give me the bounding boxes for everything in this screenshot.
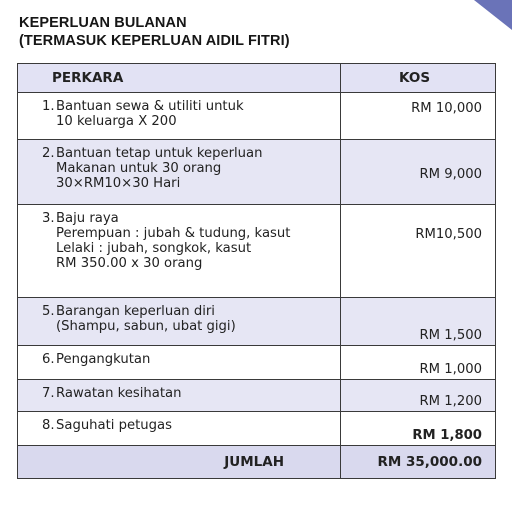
item-cell: [18, 205, 341, 298]
total-row: [18, 446, 496, 479]
item-number: 6.: [42, 352, 55, 367]
title-line-2: (TERMASUK KEPERLUAN AIDIL FITRI): [19, 33, 290, 49]
item-number: 1.: [42, 99, 55, 114]
item-cell: [18, 298, 341, 346]
item-text: Pengangkutan: [56, 352, 151, 367]
item-number: 5.: [42, 304, 55, 319]
table-row: [18, 298, 496, 346]
item-cell: [18, 140, 341, 205]
table-row: [18, 346, 496, 380]
total-label: JUMLAH: [18, 446, 341, 479]
item-number: 7.: [42, 386, 55, 401]
document-title: [19, 14, 290, 50]
corner-decoration: [474, 0, 512, 30]
item-text: Saguhati petugas: [56, 418, 172, 433]
table-row: [18, 93, 496, 140]
item-number: 3.: [42, 211, 55, 226]
header-cost: KOS: [341, 64, 496, 93]
title-line-1: KEPERLUAN BULANAN: [19, 15, 187, 31]
item-text: 10 keluarga X 200: [56, 114, 177, 129]
item-text: Bantuan tetap untuk keperluan: [56, 146, 263, 161]
header-item: PERKARA: [18, 64, 341, 93]
cost-cell: RM10,500: [341, 205, 496, 298]
item-cell: [18, 412, 341, 446]
table-row: [18, 412, 496, 446]
item-text: Rawatan kesihatan: [56, 386, 182, 401]
item-text: Barangan keperluan diri: [56, 304, 215, 319]
cost-cell: RM 1,200: [341, 380, 496, 412]
item-text: Makanan untuk 30 orang: [56, 161, 222, 176]
item-text: Bantuan sewa & utiliti untuk: [56, 99, 244, 114]
cost-cell: RM 10,000: [341, 93, 496, 140]
item-text: Baju raya: [56, 211, 119, 226]
item-text: Lelaki : jubah, songkok, kasut: [56, 241, 252, 256]
cost-table: [17, 63, 496, 479]
cost-cell: RM 1,000: [341, 346, 496, 380]
item-text: (Shampu, sabun, ubat gigi): [56, 319, 236, 334]
item-text: 30×RM10×30 Hari: [56, 176, 181, 191]
item-cell: [18, 93, 341, 140]
cost-cell: RM 1,800: [341, 412, 496, 446]
table-row: [18, 140, 496, 205]
item-cell: [18, 346, 341, 380]
item-number: 2.: [42, 146, 55, 161]
table-row: [18, 205, 496, 298]
cost-cell: RM 9,000: [341, 140, 496, 205]
item-number: 8.: [42, 418, 55, 433]
item-text: Perempuan : jubah & tudung, kasut: [56, 226, 291, 241]
total-value: RM 35,000.00: [341, 446, 496, 479]
cost-cell: RM 1,500: [341, 298, 496, 346]
table-row: [18, 380, 496, 412]
table-header-row: [18, 64, 496, 93]
item-text: RM 350.00 x 30 orang: [56, 256, 203, 271]
item-cell: [18, 380, 341, 412]
